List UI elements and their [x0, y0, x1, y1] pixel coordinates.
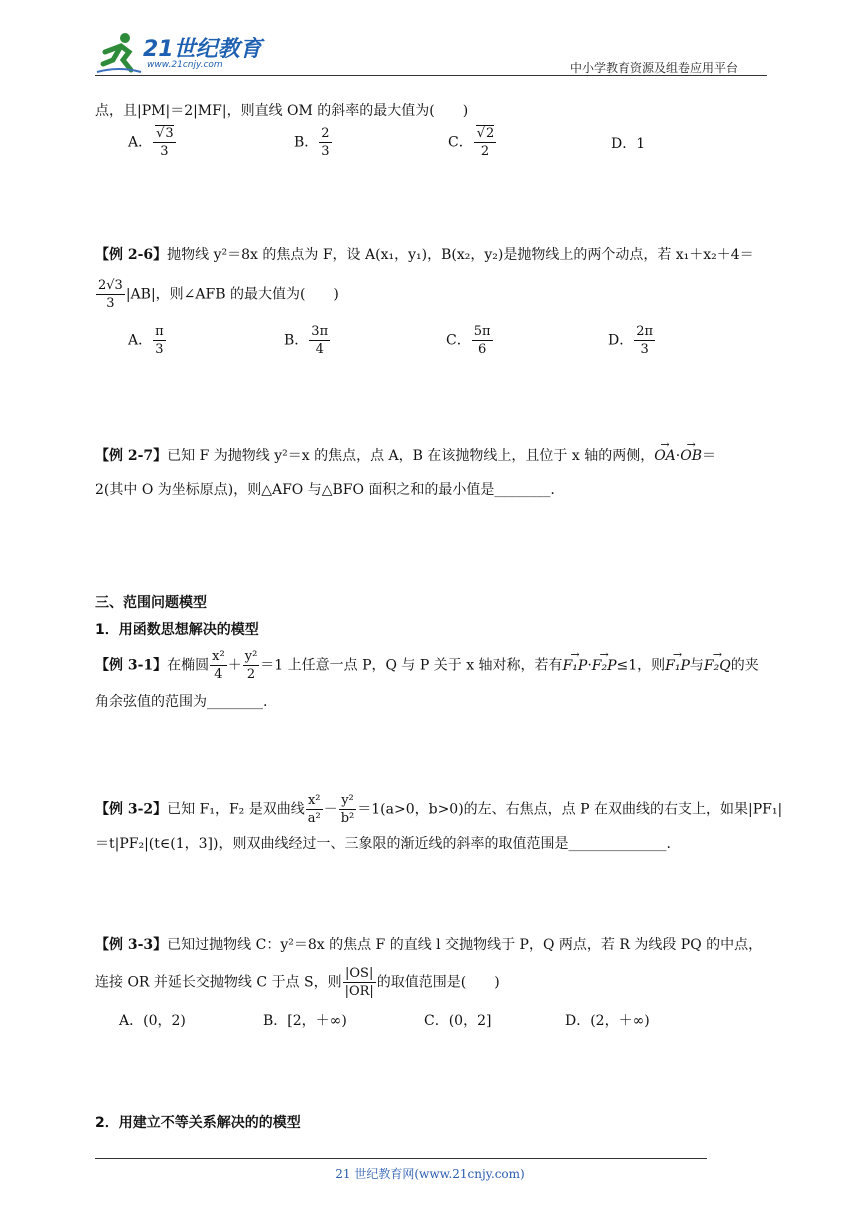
ex26-option-b: B． $\frac{3\pi}{4}$ [284, 324, 329, 357]
ex33-option-b: B．[2，＋∞) [263, 1013, 347, 1029]
example-2-7-line1: 【例 2-7】已知 F 为抛物线 y²＝x 的焦点，点 A，B 在该抛物线上，且位于 x 轴的两侧，→ OA·→ OB＝ [95, 446, 716, 466]
example-2-7-line2: 2(其中 O 为坐标原点)，则△AFO 与△BFO 面积之和的最小值是________. [95, 482, 555, 498]
section-3-sub2: 2．用建立不等关系解决的的模型 [95, 1115, 301, 1131]
header-right-title: 中小学教育资源及组卷应用平台 [570, 61, 739, 75]
p1-option-d: D．1 [611, 136, 646, 152]
example-3-2-line2: ＝t|PF₂|(t∈(1，3])，则双曲线经过一、三象限的渐近线的斜率的取值范围是______________. [95, 836, 671, 852]
example-3-1-line1: 【例 3-1】在椭圆 $\frac{\text{x²}}{4}$ ＋ $\frac{\text{y²}}{2}$ ＝1 上任意一点 P，Q 与 P 关于 x 轴对称，若有→ F₁P·→ F₂P≤1，则→ F₁P与→ F₂Q的夹 [95, 648, 759, 683]
ex33-option-a: A．(0，2) [119, 1013, 186, 1029]
logo-url: www.21cnjy.com [147, 60, 223, 70]
example-3-1-line2: 角余弦值的范围为________. [95, 694, 268, 710]
example-3-3-line1: 【例 3-3】已知过抛物线 C：y²＝8x 的焦点 F 的直线 l 交抛物线于 P，Q 两点，若 R 为线段 PQ 的中点， [95, 937, 763, 953]
logo-text: 21世纪教育 [143, 37, 262, 62]
p1-option-a: A． √ $\frac{3}{3}$ [128, 125, 177, 160]
section-3-title: 三、范围问题模型 [95, 595, 207, 611]
section-3-sub1: 1．用函数思想解决的模型 [95, 622, 259, 638]
ex33-option-d: D．(2，＋∞) [565, 1013, 650, 1029]
ex26-option-d: D． $\frac{2\pi}{3}$ [608, 324, 654, 357]
p1-option-c: C． √ $\frac{2}{2}$ [448, 125, 497, 160]
ex33-option-c: C．(0，2] [424, 1013, 492, 1029]
header-logo [95, 30, 265, 76]
footer-text: 21 世纪教育网(www.21cnjy.com) [335, 1167, 525, 1181]
example-3-3-line2: 连接 OR 并延长交抛物线 C 于点 S，则 $\frac{|OS|}{|OR|}$ 的取值范围是( ) [95, 966, 500, 999]
problem-continuation: 点，且|PM|＝2|MF|，则直线 OM 的斜率的最大值为( ) [95, 103, 469, 119]
runner-logo-icon [95, 30, 143, 76]
example-2-6-line2: $\frac{2√3}{3}$ |AB|，则∠AFB 的最大值为( ) [98, 278, 339, 311]
p1-option-b: B． $\frac{2}{3}$ [294, 126, 330, 159]
ex26-option-a: A． $\frac{\pi}{3}$ [128, 324, 164, 357]
example-3-2-line1: 【例 3-2】已知 F₁，F₂ 是双曲线 $\frac{\text{x²}}{\text{a²}}$ － $\frac{\text{y²}}{\text{b²}}$ ＝1(a>0，b>0)的左、右焦点，点 P 在双曲线的右支上，如果|PF₁| [95, 793, 783, 826]
footer-divider [95, 1158, 707, 1159]
ex26-option-c: C． $\frac{5\pi}{6}$ [446, 324, 491, 357]
header-divider [95, 75, 767, 76]
example-2-6-line1: 【例 2-6】抛物线 y²＝8x 的焦点为 F，设 A(x₁，y₁)，B(x₂，y₂)是抛物线上的两个动点，若 x₁＋x₂＋4＝ [95, 247, 754, 263]
